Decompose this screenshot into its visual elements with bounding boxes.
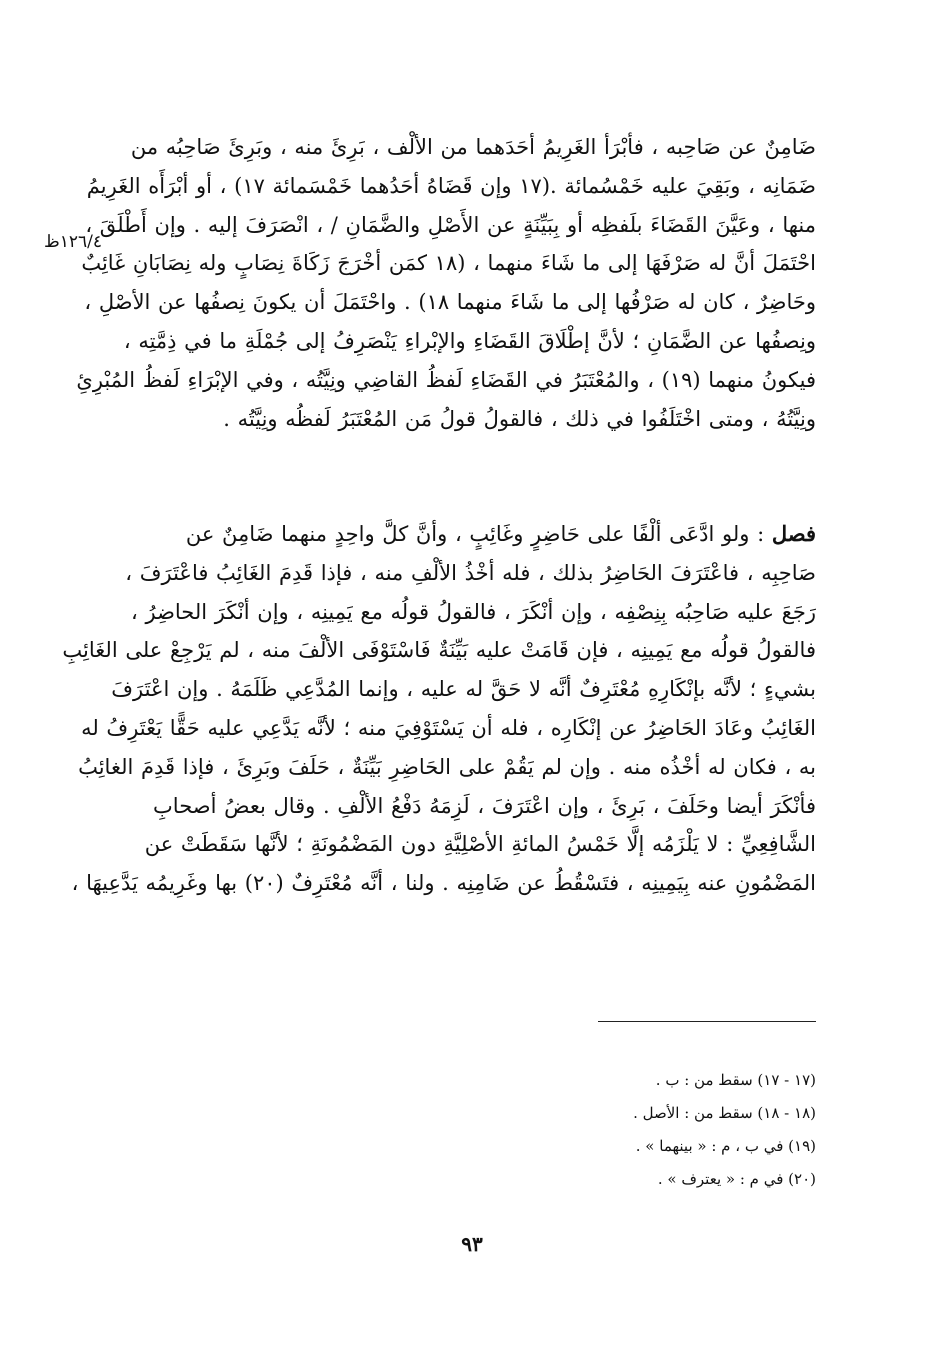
text-line: به ، فكان له أخْذُه منه . وإن لم يَقُمْ على الحَاضِرِ بَيِّنَةٌ ، حَلَفَ وبَرِئَ ، فإذا قَدِمَ الغائِبُ bbox=[78, 754, 816, 779]
text-line: رَجَعَ عليه صَاحِبُه بِنِصْفِه ، وإن أنْكَرَ ، فالقولُ قولُه مع يَمِينِه ، وإن أنْكَرَ الحاضِرُ ، bbox=[131, 599, 816, 624]
text-line: ونِيَّتُهُ ، ومتى اخْتَلَفُوا في ذلك ، فالقولُ قولُ مَن المُعْتَبَرُ لَفظُه ونِيَّتُه . bbox=[223, 406, 816, 431]
text-line: ضَامِنٌ عن صَاحِبه ، فأبْرَأ الغَرِيمُ أحَدَهما من الألْف ، بَرِئَ منه ، وبَرِئَ صَاحِبُه من bbox=[130, 135, 816, 159]
paragraph-1 bbox=[76, 128, 816, 438]
text-line: المَضْمُونِ عنه بِيَمِينِه ، فتَسْقُطُ عن ضَامِنِه . ولنا ، أنَّه مُعْتَرِفٌ (٢٠) بها وغَرِيمُه يَدَّعِيهَا ، bbox=[71, 871, 816, 896]
footnote-19: (١٩) في ب ، م : « بينهما » . bbox=[635, 1137, 816, 1155]
text-line: احْتَمَلَ أنَّ له صَرْفَهَا إلى ما شَاءَ منهما ، (١٨ كمَن أخْرَجَ زَكَاةَ نِصَابٍ وله نِصَابَانِ غَائِبٌ bbox=[81, 251, 816, 276]
text-line: فالقولُ قولُه مع يَمِينِه ، فإن قَامَتْ عليه بَيِّنَةٌ فَاسْتَوْفَى الألْفَ منه ، لم يَرْجِعْ على الغَائِبِ bbox=[62, 638, 816, 663]
text-line: وحَاضِرٌ ، كان له صَرْفُها إلى ما شَاءَ منهما ١٨) . واحْتَمَلَ أن يكونَ نِصفُها عن الأصْلِ ، bbox=[84, 290, 816, 315]
page-number: ٩٣ bbox=[461, 1232, 483, 1256]
footnotes bbox=[416, 1064, 816, 1196]
footnote-20: (٢٠) في م : « يعترف » . bbox=[657, 1170, 816, 1188]
text-line: الغَائِبُ وعَادَ الحَاضِرُ عن إنْكَارِه ، فله أن يَسْتَوْفِيَ منه ؛ لأنَّه يَدَّعِي عليه حَقًّا يَعْتَرِفُ له bbox=[81, 715, 816, 740]
paragraph-2 bbox=[62, 515, 816, 903]
text-line-first bbox=[132, 515, 816, 554]
text-line: ونِصفُها عن الضَّمَانِ ؛ لأنَّ إطْلَاقَ القَضَاءِ والإبْراءِ يَنْصَرِفُ إلى جُمْلَةِ ما في ذِمَّتِه ، bbox=[123, 328, 816, 353]
text-line: صَاحِبِه ، فاعْتَرَفَ الحَاضِرُ بذلك ، فله أخْذُ الألْفِ منه ، فإذا قَدِمَ الغَائِبُ فاعْتَرَفَ ، bbox=[125, 560, 816, 585]
section-label: فصل bbox=[771, 521, 816, 546]
text-line-rest: : ولو ادَّعَى ألْفًا على حَاضِرٍ وغَائِبٍ ، وأنَّ كلَّ واحِدٍ منهما ضَامِنٌ عن bbox=[185, 522, 772, 546]
footnote-18: (١٨ - ١٨) سقط من : الأصل . bbox=[633, 1104, 816, 1122]
text-line: فأنْكَرَ أيضا وحَلَفَ ، بَرِئَ ، وإن اعْتَرَفَ ، لَزِمَهُ دَفْعُ الألْفِ . وقال بعضُ أصحابِ bbox=[153, 793, 816, 818]
footnote-17: (١٧ - ١٧) سقط من : ب . bbox=[655, 1071, 816, 1089]
text-line: الشَّافِعِيِّ : لا يَلْزَمُه إلَّا خَمْسُ المائةِ الأصْلِيَّةِ دون المَضْمُونَةِ ؛ لأنَّها سَقَطَتْ عن bbox=[144, 832, 816, 857]
text-line: ضَمَانِه ، وبَقِيَ عليه خَمْسُمائة .(١٧ وإن قَضَاهُ أحَدُهما خَمْسَمائة ١٧) ، أو أبْرَأَه الغَرِيمُ bbox=[86, 173, 816, 198]
text-line: منها ، وعَيَّنَ القَضَاءَ بلَفظِه أو بِبَيِّنَةٍ عن الأَصْلِ والضَّمَانِ / ، انْصَرَفَ إليه . وإن أَطْلَقَ ، bbox=[85, 212, 816, 237]
margin-reference: ١٢٦/٤ظ bbox=[44, 232, 102, 252]
footnote-divider bbox=[598, 1021, 816, 1022]
text-line: بشيءٍ ؛ لأنَّه بإنْكَارِهِ مُعْتَرِفٌ أنَّه لا حَقَّ له عليه ، وإنما المُدَّعِي ظَلَمَهُ . وإن اعْتَرَفَ bbox=[111, 677, 816, 702]
text-line: فيكونُ منهما (١٩) ، والمُعْتَبَرُ في القَضَاءِ لَفظُ القاضِي ونِيَّتُه ، وفي الإبْرَاءِ لَفظُ المُبْرِئِ bbox=[76, 367, 816, 392]
